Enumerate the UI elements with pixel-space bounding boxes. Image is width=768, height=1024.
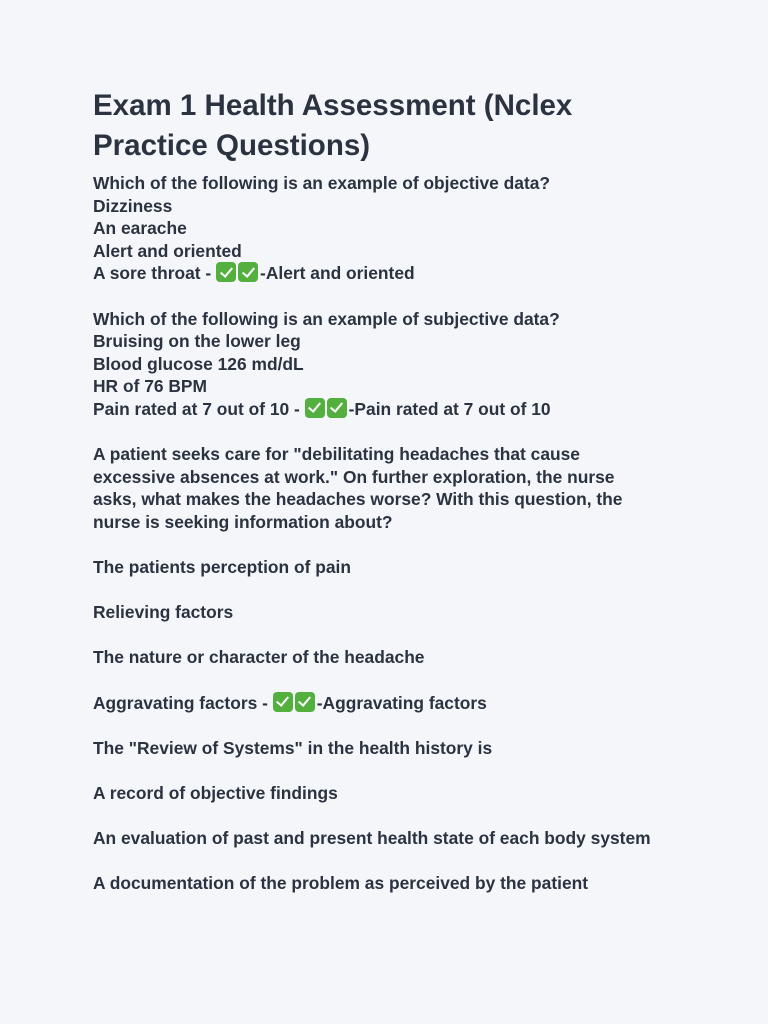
- answer-option: Aggravating factors -: [93, 692, 273, 713]
- check-mark-icon: [216, 262, 236, 282]
- answer-option: Blood glucose 126 md/dL: [93, 353, 304, 374]
- question-text: The "Review of Systems" in the health history is: [93, 737, 493, 758]
- answer-line: [93, 262, 728, 285]
- correct-answer-marks: [216, 262, 260, 285]
- answer-option: An earache: [93, 218, 187, 239]
- answer-option: Alert and oriented: [93, 240, 242, 261]
- check-mark-icon: [327, 398, 347, 418]
- check-mark-icon: [238, 262, 258, 282]
- question-text: Which of the following is an example of objective data?: [93, 173, 551, 193]
- question-block-3: [93, 443, 728, 714]
- answer-option: The nature or character of the headache: [93, 647, 425, 668]
- correct-answer-marks: [273, 692, 317, 715]
- answer-option: An evaluation of past and present health state of each body system: [93, 828, 651, 849]
- check-mark-icon: [295, 692, 315, 712]
- correct-answer-text: -Aggravating factors: [316, 692, 487, 713]
- correct-answer-text: -Pain rated at 7 out of 10: [348, 398, 551, 419]
- answer-line: [93, 692, 728, 715]
- answer-option: Dizziness: [93, 195, 173, 216]
- correct-answer-marks: [305, 398, 349, 421]
- correct-answer-text: -Alert and oriented: [260, 263, 415, 284]
- answer-option: The patients perception of pain: [93, 557, 351, 578]
- check-mark-icon: [305, 398, 325, 418]
- answer-option: Pain rated at 7 out of 10 -: [93, 398, 305, 419]
- answer-line: [93, 398, 728, 421]
- document-body: [93, 172, 728, 895]
- answer-option: HR of 76 BPM: [93, 376, 208, 397]
- question-block-1: [93, 172, 728, 285]
- answer-option: A sore throat -: [93, 263, 217, 284]
- document-title: Exam 1 Health Assessment (Nclex Practice Questions): [93, 89, 573, 162]
- answer-option: Bruising on the lower leg: [93, 331, 301, 352]
- answer-option: Relieving factors: [93, 602, 234, 623]
- question-text: A patient seeks care for "debilitating headaches that cause excessive absences at work." On further exploration, the nurse asks, what makes the headaches worse? With this question, the nurse is seeking information about?: [93, 444, 623, 532]
- question-block-4: [93, 737, 728, 895]
- question-text: Which of the following is an example of subjective data?: [93, 308, 560, 329]
- answer-option: A record of objective findings: [93, 783, 338, 804]
- answer-option: A documentation of the problem as perceived by the patient: [93, 873, 589, 894]
- check-mark-icon: [273, 692, 293, 712]
- question-block-2: [93, 308, 728, 421]
